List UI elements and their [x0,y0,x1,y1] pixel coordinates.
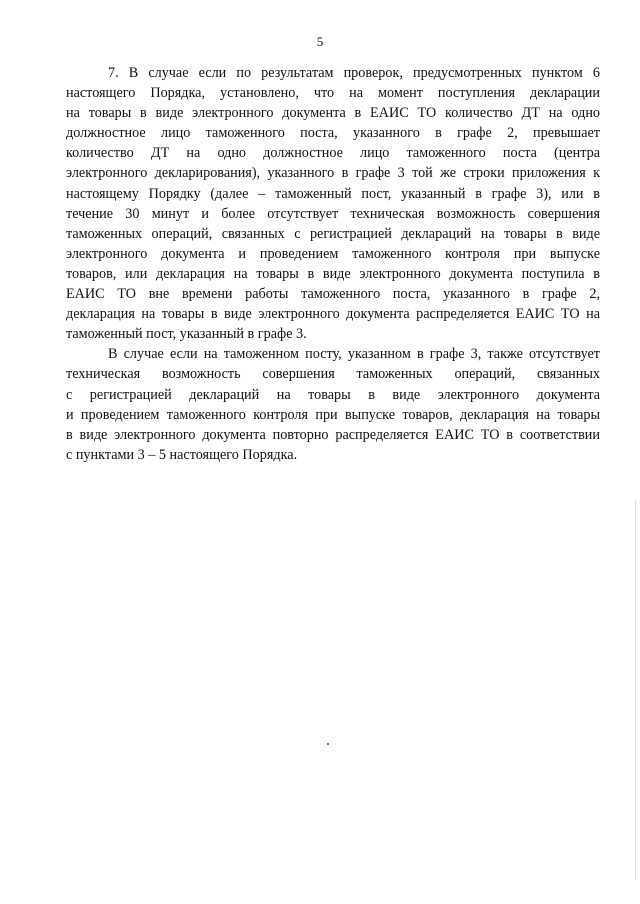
text-line: настоящего Порядка, установлено, что на момент поступления декларации [66,85,600,102]
paragraph-7-continuation [66,344,600,465]
text-line: в виде электронного документа повторно распределяется ЕАИС ТО в соответствии [66,426,600,443]
text-line: должностное лицо таможенного поста, указанного в графе 2, превышает [66,125,600,142]
text-line: декларация на товары в виде электронного документа распределяется ЕАИС ТО на [66,306,600,323]
text-line: таможенных операций, связанных с регистрацией деклараций на товары в виде [66,225,600,242]
scan-edge-mark [635,500,636,880]
text-line: 7. В случае если по результатам проверок, предусмотренных пунктом 6 [108,65,600,81]
text-line: электронного документа и проведением таможенного контроля при выпуске [66,245,600,262]
text-line: течение 30 минут и более отсутствует техническая возможность совершения [66,205,600,222]
text-line: с регистрацией деклараций на товары в виде электронного документа [66,386,600,403]
text-line: В случае если на таможенном посту, указанном в графе 3, также отсутствует [108,346,600,363]
text-line: таможенный пост, указанный в графе 3. [66,326,307,343]
scan-speck [327,743,329,745]
text-line: и проведением таможенного контроля при выпуске товаров, декларация на товары [66,406,600,423]
text-line: ЕАИС ТО вне времени работы таможенного поста, указанного в графе 2, [66,286,600,303]
text-line: электронного декларирования), указанного в графе 3 той же строки приложения к [66,165,600,182]
document-body [66,63,600,465]
text-line: техническая возможность совершения таможенных операций, связанных [66,366,600,383]
text-line: настоящему Порядку (далее – таможенный пост, указанный в графе 3), или в [66,185,600,202]
page-number: 5 [316,34,324,49]
text-line: количество ДТ на одно должностное лицо таможенного поста (центра [66,145,600,162]
paragraph-7 [66,63,600,344]
text-line: на товары в виде электронного документа в ЕАИС ТО количество ДТ на одно [66,105,600,122]
text-line: с пунктами 3 – 5 настоящего Порядка. [66,446,298,463]
text-line: товаров, или декларация на товары в виде электронного документа поступила в [66,265,600,282]
